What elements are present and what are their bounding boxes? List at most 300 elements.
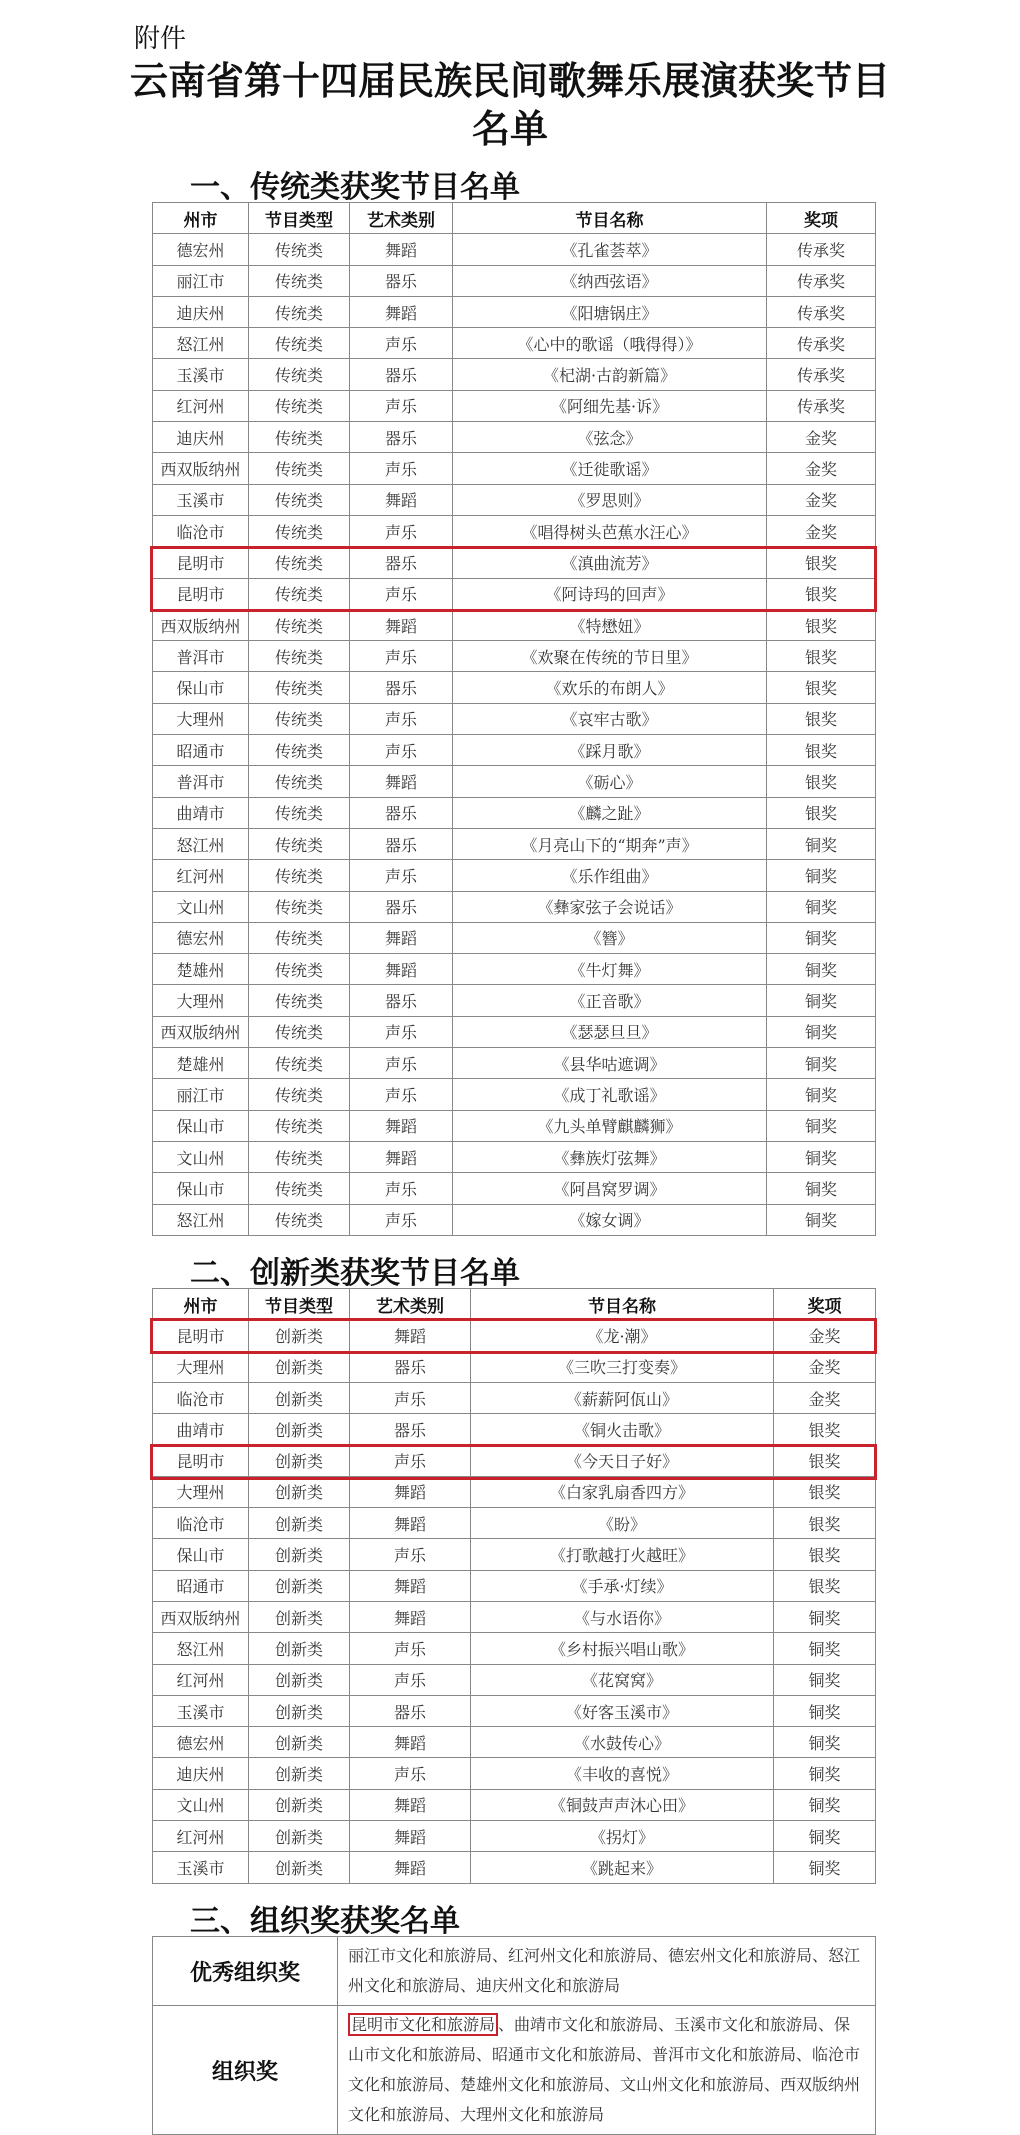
cell-award: 金奖 (767, 515, 876, 546)
cell-program-type: 创新类 (249, 1414, 350, 1445)
cell-program-name: 《乐作组曲》 (453, 860, 767, 891)
cell-program-type: 传统类 (249, 1016, 350, 1047)
cell-program-type: 传统类 (249, 234, 350, 265)
header-award: 奖项 (767, 203, 876, 234)
cell-city: 昆明市 (153, 578, 249, 609)
cell-art-category: 声乐 (350, 703, 453, 734)
table-row (153, 359, 876, 390)
cell-city: 保山市 (153, 1173, 249, 1204)
cell-art-category: 舞蹈 (350, 1508, 471, 1539)
cell-art-category: 舞蹈 (350, 609, 453, 640)
cell-art-category: 声乐 (350, 1079, 453, 1110)
cell-art-category: 声乐 (350, 1758, 471, 1789)
cell-program-type: 传统类 (249, 296, 350, 327)
cell-art-category: 声乐 (350, 1048, 453, 1079)
cell-program-type: 创新类 (249, 1633, 350, 1664)
cell-award: 银奖 (767, 797, 876, 828)
table-row (153, 1016, 876, 1047)
cell-program-type: 创新类 (249, 1445, 350, 1476)
cell-program-name: 《弦念》 (453, 422, 767, 453)
table-row (153, 328, 876, 359)
cell-program-name: 《铜火击歌》 (471, 1414, 774, 1445)
table-row (153, 515, 876, 546)
cell-program-type: 传统类 (249, 578, 350, 609)
cell-program-name: 《盼》 (471, 1508, 774, 1539)
cell-city: 保山市 (153, 1539, 249, 1570)
attachment-label: 附件 (134, 24, 187, 54)
cell-city: 德宏州 (153, 922, 249, 953)
header-art-category: 艺术类别 (350, 1289, 471, 1320)
table-row (153, 2006, 876, 2135)
cell-program-type: 传统类 (249, 985, 350, 1016)
cell-art-category: 舞蹈 (350, 954, 453, 985)
cell-program-name: 《阿昌窝罗调》 (453, 1173, 767, 1204)
cell-art-category: 器乐 (350, 1695, 471, 1726)
cell-program-name: 《唱得树头芭蕉水汪心》 (453, 515, 767, 546)
table-row (153, 1937, 876, 2006)
header-city: 州市 (153, 1289, 249, 1320)
cell-program-type: 传统类 (249, 328, 350, 359)
cell-city: 红河州 (153, 860, 249, 891)
cell-program-type: 传统类 (249, 1204, 350, 1235)
cell-award: 铜奖 (774, 1789, 876, 1820)
cell-award: 铜奖 (767, 1016, 876, 1047)
table-row (153, 1633, 876, 1664)
table-row (153, 1445, 876, 1476)
cell-program-type: 创新类 (249, 1476, 350, 1507)
cell-award: 铜奖 (774, 1758, 876, 1789)
table-row (153, 1141, 876, 1172)
cell-award: 金奖 (774, 1320, 876, 1351)
cell-program-type: 传统类 (249, 797, 350, 828)
cell-art-category: 器乐 (350, 1414, 471, 1445)
cell-program-type: 传统类 (249, 422, 350, 453)
table-row (153, 1758, 876, 1789)
cell-art-category: 舞蹈 (350, 1821, 471, 1852)
table-row (153, 453, 876, 484)
cell-program-name: 《白家乳扇香四方》 (471, 1476, 774, 1507)
cell-program-type: 传统类 (249, 390, 350, 421)
cell-program-type: 传统类 (249, 703, 350, 734)
cell-program-type: 传统类 (249, 860, 350, 891)
cell-art-category: 器乐 (350, 265, 453, 296)
cell-program-name: 《薪薪阿佤山》 (471, 1382, 774, 1413)
cell-award: 传承奖 (767, 390, 876, 421)
cell-art-category: 声乐 (350, 328, 453, 359)
cell-program-name: 《簪》 (453, 922, 767, 953)
cell-program-name: 《嫁女调》 (453, 1204, 767, 1235)
cell-art-category: 舞蹈 (350, 484, 453, 515)
cell-program-name: 《欢聚在传统的节日里》 (453, 641, 767, 672)
cell-award: 金奖 (774, 1382, 876, 1413)
cell-program-type: 创新类 (249, 1320, 350, 1351)
cell-program-type: 传统类 (249, 1048, 350, 1079)
table-row (153, 1414, 876, 1445)
table-header-row (153, 1289, 876, 1320)
cell-city: 楚雄州 (153, 1048, 249, 1079)
cell-program-name: 《牛灯舞》 (453, 954, 767, 985)
cell-award: 铜奖 (767, 860, 876, 891)
cell-city: 临沧市 (153, 515, 249, 546)
cell-city: 丽江市 (153, 1079, 249, 1110)
cell-program-name: 《心中的歌谣（哦得得）》 (453, 328, 767, 359)
table-row (153, 641, 876, 672)
cell-program-type: 创新类 (249, 1508, 350, 1539)
table-row (153, 1382, 876, 1413)
cell-award: 银奖 (767, 735, 876, 766)
cell-program-name: 《孔雀荟萃》 (453, 234, 767, 265)
cell-art-category: 声乐 (350, 1173, 453, 1204)
cell-award: 铜奖 (767, 1173, 876, 1204)
cell-art-category: 舞蹈 (350, 1570, 471, 1601)
cell-city: 昆明市 (153, 547, 249, 578)
cell-art-category: 舞蹈 (350, 1789, 471, 1820)
table-row (153, 1204, 876, 1235)
cell-city: 昭通市 (153, 735, 249, 766)
table-row (153, 609, 876, 640)
cell-award: 银奖 (767, 578, 876, 609)
cell-program-name: 《砺心》 (453, 766, 767, 797)
cell-award: 银奖 (774, 1414, 876, 1445)
organization-awards-table (152, 1936, 876, 2135)
page-title-line2: 名单 (471, 106, 548, 151)
cell-program-name: 《阳塘锅庄》 (453, 296, 767, 327)
cell-program-type: 传统类 (249, 922, 350, 953)
cell-program-type: 传统类 (249, 828, 350, 859)
cell-program-type: 创新类 (249, 1382, 350, 1413)
cell-art-category: 舞蹈 (350, 1110, 453, 1141)
table-row (153, 891, 876, 922)
cell-art-category: 声乐 (350, 1539, 471, 1570)
cell-award: 铜奖 (774, 1727, 876, 1758)
cell-program-type: 传统类 (249, 1173, 350, 1204)
table-row (153, 1351, 876, 1382)
table-row (153, 1476, 876, 1507)
cell-program-name: 《彝家弦子会说话》 (453, 891, 767, 922)
header-program-type: 节目类型 (249, 203, 350, 234)
cell-art-category: 器乐 (350, 547, 453, 578)
table-row (153, 484, 876, 515)
table-row (153, 828, 876, 859)
table-row (153, 547, 876, 578)
excellent-org-award-list: 丽江市文化和旅游局、红河州文化和旅游局、德宏州文化和旅游局、怒江州文化和旅游局、迪庆州文化和旅游局 (338, 1937, 876, 2006)
table-row (153, 296, 876, 327)
section3-heading: 三、组织奖获奖名单 (190, 1904, 460, 1939)
cell-program-type: 传统类 (249, 735, 350, 766)
cell-city: 红河州 (153, 390, 249, 421)
table-row (153, 797, 876, 828)
excellent-org-award-label: 优秀组织奖 (153, 1937, 338, 2006)
table-row (153, 1821, 876, 1852)
cell-program-type: 创新类 (249, 1539, 350, 1570)
cell-city: 大理州 (153, 985, 249, 1016)
cell-program-name: 《阿诗玛的回声》 (453, 578, 767, 609)
cell-program-name: 《拐灯》 (471, 1821, 774, 1852)
cell-award: 银奖 (767, 641, 876, 672)
cell-city: 红河州 (153, 1821, 249, 1852)
header-program-name: 节目名称 (453, 203, 767, 234)
cell-award: 铜奖 (767, 985, 876, 1016)
cell-city: 怒江州 (153, 1633, 249, 1664)
cell-art-category: 器乐 (350, 422, 453, 453)
cell-program-name: 《铜鼓声声沐心田》 (471, 1789, 774, 1820)
table-row (153, 578, 876, 609)
cell-award: 铜奖 (767, 922, 876, 953)
cell-program-type: 传统类 (249, 1141, 350, 1172)
cell-program-name: 《龙·潮》 (471, 1320, 774, 1351)
cell-program-name: 《跳起来》 (471, 1852, 774, 1883)
cell-award: 铜奖 (767, 1079, 876, 1110)
table-row (153, 1789, 876, 1820)
cell-program-name: 《县华咕遮调》 (453, 1048, 767, 1079)
table-row (153, 422, 876, 453)
cell-city: 大理州 (153, 1476, 249, 1507)
cell-art-category: 声乐 (350, 1382, 471, 1413)
cell-award: 铜奖 (767, 891, 876, 922)
cell-award: 银奖 (767, 672, 876, 703)
table-row (153, 234, 876, 265)
cell-program-name: 《迁徙歌谣》 (453, 453, 767, 484)
table-header-row (153, 203, 876, 234)
cell-program-type: 传统类 (249, 891, 350, 922)
cell-program-name: 《瑟瑟旦旦》 (453, 1016, 767, 1047)
table-row (153, 703, 876, 734)
cell-program-type: 传统类 (249, 359, 350, 390)
cell-award: 金奖 (767, 453, 876, 484)
cell-award: 铜奖 (767, 1141, 876, 1172)
cell-award: 传承奖 (767, 359, 876, 390)
cell-award: 银奖 (774, 1539, 876, 1570)
cell-program-name: 《丰收的喜悦》 (471, 1758, 774, 1789)
header-program-type: 节目类型 (249, 1289, 350, 1320)
cell-award: 银奖 (767, 703, 876, 734)
cell-program-name: 《水鼓传心》 (471, 1727, 774, 1758)
cell-city: 曲靖市 (153, 1414, 249, 1445)
cell-art-category: 声乐 (350, 860, 453, 891)
cell-program-name: 《乡村振兴唱山歌》 (471, 1633, 774, 1664)
cell-city: 普洱市 (153, 641, 249, 672)
cell-city: 迪庆州 (153, 296, 249, 327)
cell-award: 银奖 (774, 1570, 876, 1601)
cell-program-type: 创新类 (249, 1601, 350, 1632)
cell-program-name: 《九头单臂麒麟狮》 (453, 1110, 767, 1141)
cell-art-category: 器乐 (350, 828, 453, 859)
table-row (153, 1110, 876, 1141)
header-city: 州市 (153, 203, 249, 234)
cell-art-category: 器乐 (350, 1351, 471, 1382)
cell-program-name: 《阿细先基·诉》 (453, 390, 767, 421)
table-row (153, 766, 876, 797)
cell-art-category: 舞蹈 (350, 766, 453, 797)
cell-art-category: 舞蹈 (350, 1141, 453, 1172)
cell-art-category: 声乐 (350, 1204, 453, 1235)
cell-award: 铜奖 (767, 1204, 876, 1235)
table-row (153, 1173, 876, 1204)
cell-program-type: 传统类 (249, 1110, 350, 1141)
cell-program-name: 《打歌越打火越旺》 (471, 1539, 774, 1570)
cell-program-type: 创新类 (249, 1351, 350, 1382)
cell-city: 临沧市 (153, 1382, 249, 1413)
cell-city: 德宏州 (153, 1727, 249, 1758)
table-row (153, 735, 876, 766)
cell-award: 金奖 (767, 484, 876, 515)
cell-city: 怒江州 (153, 328, 249, 359)
cell-art-category: 声乐 (350, 1664, 471, 1695)
highlight-kunming-bureau: 昆明市文化和旅游局 (348, 2013, 498, 2036)
cell-city: 玉溪市 (153, 1852, 249, 1883)
cell-art-category: 器乐 (350, 891, 453, 922)
header-art-category: 艺术类别 (350, 203, 453, 234)
cell-city: 红河州 (153, 1664, 249, 1695)
cell-art-category: 器乐 (350, 797, 453, 828)
cell-award: 传承奖 (767, 234, 876, 265)
cell-award: 铜奖 (767, 954, 876, 985)
cell-city: 西双版纳州 (153, 1016, 249, 1047)
innovative-awards-body (153, 1320, 876, 1883)
cell-award: 银奖 (767, 609, 876, 640)
section1-heading: 一、传统类获奖节目名单 (190, 170, 520, 205)
cell-art-category: 舞蹈 (350, 234, 453, 265)
cell-city: 昆明市 (153, 1320, 249, 1351)
cell-program-name: 《纳西弦语》 (453, 265, 767, 296)
cell-art-category: 舞蹈 (350, 1320, 471, 1351)
cell-program-name: 《三吹三打变奏》 (471, 1351, 774, 1382)
table-row (153, 672, 876, 703)
cell-program-name: 《踩月歌》 (453, 735, 767, 766)
cell-program-type: 创新类 (249, 1789, 350, 1820)
cell-city: 迪庆州 (153, 422, 249, 453)
cell-art-category: 舞蹈 (350, 922, 453, 953)
cell-city: 曲靖市 (153, 797, 249, 828)
cell-city: 临沧市 (153, 1508, 249, 1539)
cell-city: 大理州 (153, 1351, 249, 1382)
cell-program-type: 传统类 (249, 672, 350, 703)
cell-city: 德宏州 (153, 234, 249, 265)
table-row (153, 1320, 876, 1351)
cell-program-type: 创新类 (249, 1758, 350, 1789)
cell-award: 银奖 (774, 1476, 876, 1507)
cell-award: 铜奖 (774, 1695, 876, 1726)
cell-program-name: 《与水语你》 (471, 1601, 774, 1632)
table-row (153, 1727, 876, 1758)
cell-city: 普洱市 (153, 766, 249, 797)
org-award-rest: 、曲靖市文化和旅游局、玉溪市文化和旅游局、保山市文化和旅游局、昭通市文化和旅游局、普洱市文化和旅游局、临沧市文化和旅游局、楚雄州文化和旅游局、文山州文化和旅游局、西双版纳州文化和旅游局、大理州文化和旅游局 (348, 2015, 861, 2124)
cell-award: 传承奖 (767, 296, 876, 327)
cell-award: 铜奖 (767, 1048, 876, 1079)
org-award-list (338, 2006, 876, 2135)
cell-art-category: 舞蹈 (350, 1852, 471, 1883)
table-row (153, 985, 876, 1016)
cell-city: 迪庆州 (153, 1758, 249, 1789)
cell-art-category: 器乐 (350, 985, 453, 1016)
cell-art-category: 舞蹈 (350, 1601, 471, 1632)
header-award: 奖项 (774, 1289, 876, 1320)
cell-art-category: 声乐 (350, 1016, 453, 1047)
cell-award: 银奖 (767, 547, 876, 578)
cell-program-name: 《杞湖·古韵新篇》 (453, 359, 767, 390)
cell-city: 玉溪市 (153, 1695, 249, 1726)
cell-art-category: 声乐 (350, 735, 453, 766)
cell-program-name: 《成丁礼歌谣》 (453, 1079, 767, 1110)
cell-award: 铜奖 (774, 1633, 876, 1664)
table-row (153, 1048, 876, 1079)
table-row (153, 1570, 876, 1601)
cell-city: 文山州 (153, 891, 249, 922)
cell-program-name: 《欢乐的布朗人》 (453, 672, 767, 703)
table-row (153, 390, 876, 421)
cell-program-type: 创新类 (249, 1664, 350, 1695)
cell-program-name: 《彝族灯弦舞》 (453, 1141, 767, 1172)
table-row (153, 1508, 876, 1539)
cell-art-category: 器乐 (350, 672, 453, 703)
cell-award: 铜奖 (774, 1601, 876, 1632)
cell-city: 玉溪市 (153, 359, 249, 390)
cell-program-name: 《好客玉溪市》 (471, 1695, 774, 1726)
header-program-name: 节目名称 (471, 1289, 774, 1320)
cell-art-category: 声乐 (350, 390, 453, 421)
cell-program-type: 创新类 (249, 1570, 350, 1601)
cell-award: 铜奖 (774, 1821, 876, 1852)
table-row (153, 1852, 876, 1883)
org-award-label: 组织奖 (153, 2006, 338, 2135)
cell-program-type: 创新类 (249, 1852, 350, 1883)
cell-city: 昆明市 (153, 1445, 249, 1476)
cell-program-name: 《手承·灯续》 (471, 1570, 774, 1601)
table-row (153, 1539, 876, 1570)
cell-city: 怒江州 (153, 1204, 249, 1235)
cell-art-category: 舞蹈 (350, 1476, 471, 1507)
cell-art-category: 声乐 (350, 1445, 471, 1476)
cell-art-category: 声乐 (350, 453, 453, 484)
cell-program-name: 《月亮山下的“期奔”声》 (453, 828, 767, 859)
cell-art-category: 舞蹈 (350, 1727, 471, 1758)
cell-program-type: 传统类 (249, 265, 350, 296)
cell-program-type: 传统类 (249, 954, 350, 985)
cell-program-name: 《今天日子好》 (471, 1445, 774, 1476)
cell-award: 铜奖 (767, 828, 876, 859)
cell-city: 怒江州 (153, 828, 249, 859)
cell-program-name: 《罗思则》 (453, 484, 767, 515)
table-row (153, 922, 876, 953)
table-row (153, 1601, 876, 1632)
cell-art-category: 声乐 (350, 578, 453, 609)
cell-program-type: 传统类 (249, 609, 350, 640)
cell-city: 楚雄州 (153, 954, 249, 985)
cell-program-name: 《滇曲流芳》 (453, 547, 767, 578)
cell-art-category: 器乐 (350, 359, 453, 390)
cell-program-name: 《正音歌》 (453, 985, 767, 1016)
cell-award: 银奖 (774, 1445, 876, 1476)
traditional-awards-body (153, 234, 876, 1236)
cell-city: 西双版纳州 (153, 1601, 249, 1632)
cell-award: 金奖 (767, 422, 876, 453)
cell-city: 文山州 (153, 1141, 249, 1172)
cell-award: 铜奖 (767, 1110, 876, 1141)
table-row (153, 1079, 876, 1110)
cell-award: 铜奖 (774, 1852, 876, 1883)
table-row (153, 954, 876, 985)
cell-city: 玉溪市 (153, 484, 249, 515)
cell-program-name: 《麟之趾》 (453, 797, 767, 828)
cell-city: 西双版纳州 (153, 453, 249, 484)
cell-program-type: 传统类 (249, 484, 350, 515)
cell-award: 金奖 (774, 1351, 876, 1382)
section2-heading: 二、创新类获奖节目名单 (190, 1256, 520, 1291)
table-row (153, 1664, 876, 1695)
cell-city: 大理州 (153, 703, 249, 734)
cell-art-category: 声乐 (350, 641, 453, 672)
cell-program-type: 传统类 (249, 515, 350, 546)
